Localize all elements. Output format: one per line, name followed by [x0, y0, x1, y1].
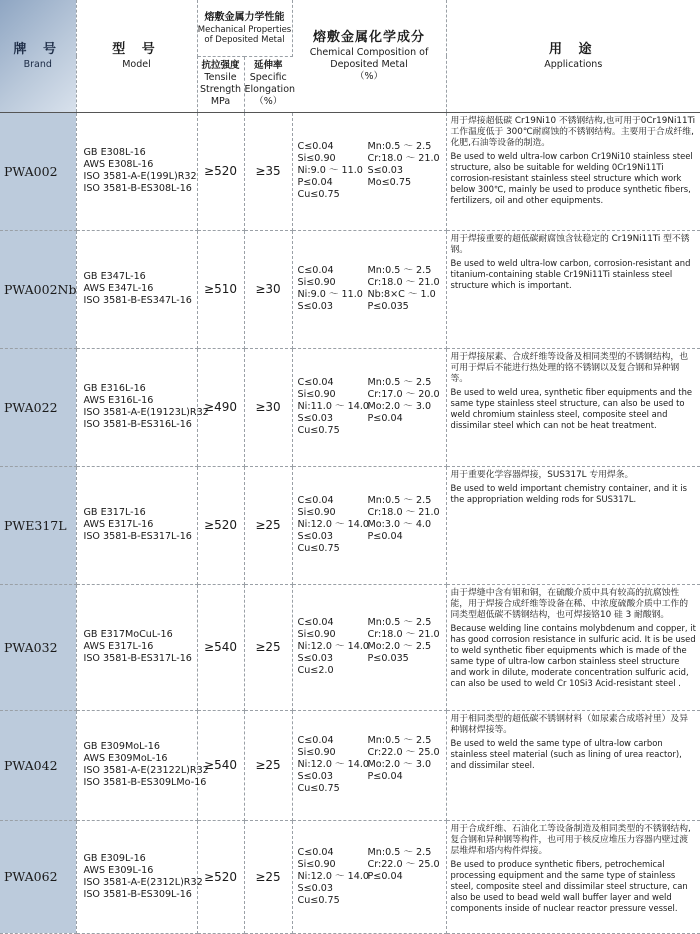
brand-header-en: Brand [0, 59, 76, 71]
model-line: ISO 3581-B-ES317L-16 [84, 531, 197, 543]
chem-value: Mn:0.5 ～ 2.5 [368, 847, 440, 859]
tensile-cell: ≥540 [197, 710, 244, 820]
model-line: ISO 3581-B-ES347L-16 [84, 295, 197, 307]
tensile-cell: ≥520 [197, 466, 244, 584]
chem-value: C≤0.04 [298, 141, 368, 153]
model-line: AWS E309MoL-16 [84, 753, 197, 765]
model-line: AWS E309L-16 [84, 865, 197, 877]
application-en: Because welding line contains molybdenum and copper, it has good corrosion resistance in sulfuric acid. It is be used to weld synthetic fiber equipments which is made of the same type of ultra-low carbon stainless steel structure and work in dilute, moderate concentration sulfuric acid, can also be used to weld Cr 10Si3 Acid-resistant steel . [451, 623, 697, 689]
tensile-cell: ≥520 [197, 112, 244, 230]
model-line: AWS E317L-16 [84, 641, 197, 653]
elong-cell: ≥35 [244, 112, 292, 230]
chem-value: Cr:22.0 ～ 25.0 [368, 747, 440, 759]
chem-value: Ni:12.0 ～ 14.0 [298, 759, 368, 771]
chem-value: Mo:2.0 ～ 2.5 [368, 641, 440, 653]
model-cell [76, 466, 197, 584]
brand-cell: PWA062 [0, 820, 76, 933]
chem-value: Mo:3.0 ～ 4.0 [368, 519, 440, 531]
chem-value: Cu≤0.75 [298, 783, 368, 795]
brand-cell: PWA032 [0, 584, 76, 710]
chem-col-2 [368, 265, 440, 313]
model-line: ISO 3581-A-E(19123L)R32 [84, 407, 197, 419]
application-cell [446, 466, 700, 584]
chem-value: P≤0.04 [368, 871, 440, 883]
chem-value: P≤0.04 [368, 413, 440, 425]
chem-value: S≤0.03 [368, 165, 440, 177]
chem-value: S≤0.03 [298, 531, 368, 543]
chem-col-1 [293, 495, 368, 555]
application-en: Be used to produce synthetic fibers, petrochemical processing equipment and the same type of stainless steel, composite steel and dissimilar steel structure, can also be used to bead weld wall buffer layer and weld components inside of nuclear reactor pressure vessel. [451, 859, 697, 914]
model-line: GB E317MoCuL-16 [84, 629, 197, 641]
chem-col-1 [293, 617, 368, 677]
application-cn: 用于焊接超低碳 Cr19Ni10 不锈钢结构,也可用于0Cr19Ni11Ti 工作温度低于 300℃耐腐蚀的不锈钢结构。主要用于合成纤维,化肥,石油等设备的制造。 [451, 116, 697, 149]
elong-cell: ≥30 [244, 230, 292, 348]
chem-value: C≤0.04 [298, 617, 368, 629]
application-en: Be used to weld urea, synthetic fiber equipments and the same type stainless steel structure, can also be used to weld chromium stainless steel, composite steel and dissimilar steel which can not be heat treatment. [451, 387, 697, 431]
model-line: GB E317L-16 [84, 507, 197, 519]
chem-col-1 [293, 141, 368, 201]
chem-value: Cu≤0.75 [298, 543, 368, 555]
chem-value: S≤0.03 [298, 771, 368, 783]
model-cell [76, 584, 197, 710]
application-cn: 由于焊缝中含有钼和铜，在硫酸介质中具有较高的抗腐蚀性能，用于焊接合成纤维等设备在稀、中浓度硫酸介质中工作的同类型超低碳不锈钢结构，也可焊接铬10 硅 3 耐酸钢。 [451, 588, 697, 621]
chem-value: Mo:2.0 ～ 3.0 [368, 759, 440, 771]
chem-value: C≤0.04 [298, 377, 368, 389]
chem-col-2 [368, 495, 440, 543]
chem-col-1 [293, 735, 368, 795]
chem-value: Mn:0.5 ～ 2.5 [368, 495, 440, 507]
tensile-header-cn: 抗拉强度 [198, 60, 244, 72]
chem-value: Si≤0.90 [298, 277, 368, 289]
model-cell [76, 710, 197, 820]
model-cell [76, 820, 197, 933]
model-line: GB E309MoL-16 [84, 741, 197, 753]
application-cn: 用于合成纤维、石油化工等设备制造及相同类型的不锈钢结构,复合钢和异种钢等构件，也可用于核反应堆压力容器内壁过渡层堆焊和塔内构件焊接。 [451, 824, 697, 857]
chem-value: Cr:18.0 ～ 21.0 [368, 507, 440, 519]
chem-col-1 [293, 847, 368, 907]
model-line: ISO 3581-B-ES309L-16 [84, 889, 197, 901]
chem-value: S≤0.03 [298, 653, 368, 665]
chem-cell [292, 710, 446, 820]
model-line: AWS E308L-16 [84, 159, 197, 171]
chem-value: P≤0.035 [368, 301, 440, 313]
elong-cell: ≥25 [244, 710, 292, 820]
chem-value: Cr:17.0 ～ 20.0 [368, 389, 440, 401]
model-header-cn: 型 号 [77, 41, 197, 59]
model-line: ISO 3581-B-ES308L-16 [84, 183, 197, 195]
model-line: AWS E317L-16 [84, 519, 197, 531]
application-en: Be used to weld important chemistry container, and it is the appropriation welding rods for SUS317L. [451, 483, 697, 505]
table-row [0, 710, 700, 820]
application-cell [446, 584, 700, 710]
application-cn: 用于重要化学容器焊接，SUS317L 专用焊条。 [451, 470, 697, 481]
chem-value: C≤0.04 [298, 735, 368, 747]
model-line: ISO 3581-B-ES309LMo-16 [84, 777, 197, 789]
chem-value: Ni:9.0 ～ 11.0 [298, 165, 368, 177]
table-row [0, 466, 700, 584]
application-cell [446, 230, 700, 348]
chem-value: P≤0.04 [368, 531, 440, 543]
chem-col-1 [293, 377, 368, 437]
chem-col-2 [368, 377, 440, 425]
brand-cell: PWA002 [0, 112, 76, 230]
chem-col-2 [368, 847, 440, 883]
chem-value: Nb:8×C ～ 1.0 [368, 289, 440, 301]
chem-value: P≤0.04 [298, 177, 368, 189]
chem-value: Cr:18.0 ～ 21.0 [368, 629, 440, 641]
chem-value: Ni:9.0 ～ 11.0 [298, 289, 368, 301]
application-cn: 用于相同类型的超低碳不锈钢材料（如尿素合成塔衬里）及异种钢材焊接等。 [451, 714, 697, 736]
chem-cell [292, 230, 446, 348]
model-line: ISO 3581-B-ES316L-16 [84, 419, 197, 431]
application-cn: 用于焊接重要的超低碳耐腐蚀含钛稳定的 Cr19Ni11Ti 型不锈钢。 [451, 234, 697, 256]
mech-header [197, 0, 292, 56]
chem-value: Cu≤0.75 [298, 425, 368, 437]
application-en: Be used to weld the same type of ultra-low carbon stainless steel material (such as lining of urea reactor), and dissimilar steel. [451, 738, 697, 771]
table-row [0, 584, 700, 710]
chem-value: Si≤0.90 [298, 507, 368, 519]
brand-cell: PWA002Nb [0, 230, 76, 348]
chem-value: Si≤0.90 [298, 153, 368, 165]
chem-value: Si≤0.90 [298, 629, 368, 641]
chem-value: C≤0.04 [298, 847, 368, 859]
application-cell [446, 820, 700, 933]
chem-value: Si≤0.90 [298, 859, 368, 871]
chem-value: Cu≤0.75 [298, 189, 368, 201]
mech-header-cn: 熔敷金属力学性能 [198, 11, 292, 25]
application-en: Be used to weld ultra-low carbon Cr19Ni10 stainless steel structure, also be suitable for welding 0Cr19Ni11Ti corrosion-resistant stainless steel structure which work below 300℃, mainly be used to produce synthetic fibers, fertilizers, oil and other equipments. [451, 151, 697, 206]
table-row [0, 348, 700, 466]
tensile-cell: ≥490 [197, 348, 244, 466]
application-cell [446, 710, 700, 820]
elong-cell: ≥25 [244, 820, 292, 933]
chem-col-1 [293, 265, 368, 313]
elong-cell: ≥25 [244, 466, 292, 584]
brand-cell: PWE317L [0, 466, 76, 584]
model-header-en: Model [77, 59, 197, 71]
chem-value: Cu≤2.0 [298, 665, 368, 677]
app-header-cn: 用 途 [447, 41, 700, 59]
chem-value: Ni:12.0 ～ 14.0 [298, 641, 368, 653]
model-line: GB E316L-16 [84, 383, 197, 395]
model-line: GB E308L-16 [84, 147, 197, 159]
chem-value: Cr:18.0 ～ 21.0 [368, 153, 440, 165]
chem-value: Cr:18.0 ～ 21.0 [368, 277, 440, 289]
elong-cell: ≥30 [244, 348, 292, 466]
chem-value: Si≤0.90 [298, 747, 368, 759]
application-cell [446, 348, 700, 466]
chem-value: Mn:0.5 ～ 2.5 [368, 265, 440, 277]
mech-header-en: Mechanical Properties of Deposited Metal [198, 25, 292, 45]
chem-value: P≤0.04 [368, 771, 440, 783]
chem-value: Si≤0.90 [298, 389, 368, 401]
app-header-en: Applications [447, 59, 700, 71]
chem-value: Mo:2.0 ～ 3.0 [368, 401, 440, 413]
model-line: GB E347L-16 [84, 271, 197, 283]
tensile-cell: ≥540 [197, 584, 244, 710]
brand-header-cn: 牌 号 [0, 41, 76, 59]
tensile-cell: ≥520 [197, 820, 244, 933]
chem-cell [292, 466, 446, 584]
chem-value: Mn:0.5 ～ 2.5 [368, 141, 440, 153]
tensile-header [197, 56, 244, 112]
brand-header [0, 0, 76, 112]
chem-header-en: Chemical Composition of Deposited Metal [293, 47, 446, 71]
elong-cell: ≥25 [244, 584, 292, 710]
brand-cell: PWA022 [0, 348, 76, 466]
chem-value: Cu≤0.75 [298, 895, 368, 907]
application-en: Be used to weld ultra-low carbon, corrosion-resistant and titanium-containing stable Cr19Ni11Ti stainless steel structure which is important. [451, 258, 697, 291]
model-line: ISO 3581-B-ES317L-16 [84, 653, 197, 665]
chem-value: P≤0.035 [368, 653, 440, 665]
chem-value: Mn:0.5 ～ 2.5 [368, 377, 440, 389]
application-cell [446, 112, 700, 230]
table-row [0, 820, 700, 933]
chem-cell [292, 820, 446, 933]
chem-value: Ni:12.0 ～ 14.0 [298, 871, 368, 883]
model-cell [76, 112, 197, 230]
tensile-header-en: Tensile Strength [198, 72, 244, 96]
app-header [446, 0, 700, 112]
chem-value: C≤0.04 [298, 265, 368, 277]
chem-header-cn: 熔敷金属化学成分 [293, 29, 446, 47]
chem-cell [292, 348, 446, 466]
chem-value: C≤0.04 [298, 495, 368, 507]
table-row [0, 112, 700, 230]
table-row [0, 230, 700, 348]
model-cell [76, 230, 197, 348]
model-line: ISO 3581-A-E(2312L)R32 [84, 877, 197, 889]
chem-header [292, 0, 446, 112]
chem-value: Mn:0.5 ～ 2.5 [368, 617, 440, 629]
chem-value: Cr:22.0 ～ 25.0 [368, 859, 440, 871]
tensile-header-unit: MPa [198, 96, 244, 108]
chem-col-2 [368, 141, 440, 189]
chem-value: S≤0.03 [298, 883, 368, 895]
chem-cell [292, 112, 446, 230]
elong-header-cn: 延伸率 [245, 60, 293, 72]
model-cell [76, 348, 197, 466]
tensile-cell: ≥510 [197, 230, 244, 348]
model-line: GB E309L-16 [84, 853, 197, 865]
elong-header [244, 56, 292, 112]
application-cn: 用于焊接尿素、合成纤维等设备及相同类型的不锈钢结构，也可用于焊后不能进行热处理的铬不锈钢以及复合钢和异种钢等。 [451, 352, 697, 385]
elong-header-unit: （%） [245, 96, 293, 108]
model-line: ISO 3581-A-E(199L)R32 [84, 171, 197, 183]
model-header [76, 0, 197, 112]
chem-value: Ni:12.0 ～ 14.0 [298, 519, 368, 531]
model-line: AWS E316L-16 [84, 395, 197, 407]
chem-value: Mo≤0.75 [368, 177, 440, 189]
model-line: ISO 3581-A-E(23122L)R32 [84, 765, 197, 777]
chem-value: Ni:11.0 ～ 14.0 [298, 401, 368, 413]
brand-cell: PWA042 [0, 710, 76, 820]
elong-header-en: Specific Elongation [245, 72, 293, 96]
chem-header-unit: （%） [293, 71, 446, 83]
chem-col-2 [368, 735, 440, 783]
model-line: AWS E347L-16 [84, 283, 197, 295]
chem-cell [292, 584, 446, 710]
chem-value: Mn:0.5 ～ 2.5 [368, 735, 440, 747]
chem-col-2 [368, 617, 440, 665]
chem-value: S≤0.03 [298, 301, 368, 313]
chem-value: S≤0.03 [298, 413, 368, 425]
